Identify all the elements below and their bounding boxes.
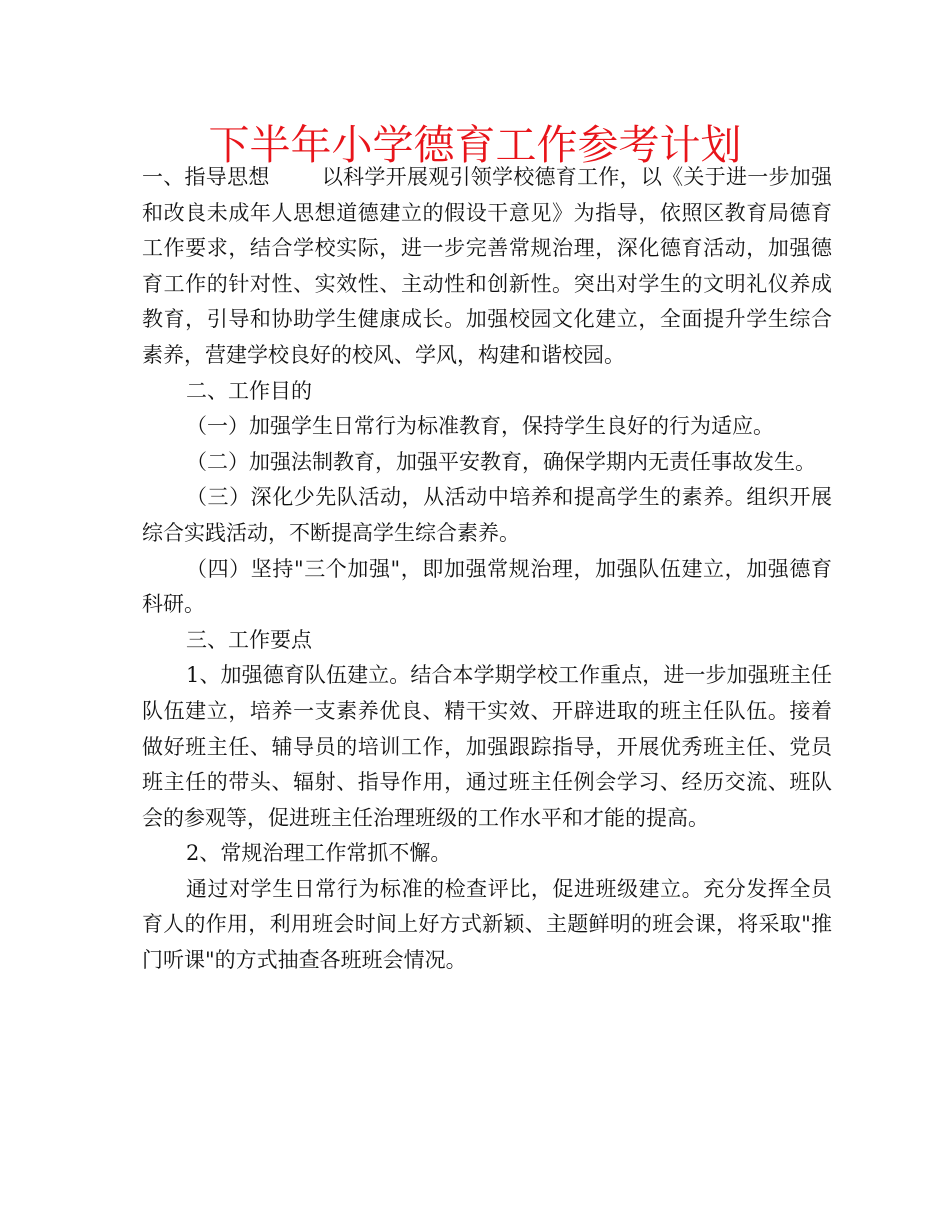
document-body [142, 160, 832, 979]
goal-item-4: （四）坚持"三个加强"，即加强常规治理，加强队伍建立，加强德育科研。 [142, 556, 832, 617]
section-heading-key-points: 三、工作要点 [186, 627, 312, 652]
goal-item-2: （二）加强法制教育，加强平安教育，确保学期内无责任事故发生。 [186, 449, 816, 474]
goal-item-3: （三）深化少先队活动，从活动中培养和提高学生的素养。组织开展综合实践活动，不断提高学生综合素养。 [142, 485, 832, 545]
document-title: 下半年小学德育工作参考计划 [208, 121, 742, 169]
key-point-2-heading: 2、常规治理工作常抓不懈。 [186, 841, 452, 866]
key-point-1: 1、加强德育队伍建立。结合本学期学校工作重点，进一步加强班主任队伍建立，培养一支素养优良、精干实效、开辟进取的班主任队伍。接着做好班主任、辅导员的培训工作，加强跟踪指导，开展优秀班主任、党员班主任的带头、辐射、指导作用，通过班主任例会学习、经历交流、班队会的参观等，促进班主任治理班级的工作水平和才能的提高。 [142, 663, 832, 830]
section-guiding-ideology [142, 160, 832, 374]
section-text: 以科学开展观引领学校德育工作，以《关于进一步加强和改良未成年人思想道德建立的假设干意见》为指导，依照区教育局德育工作要求，结合学校实际，进一步完善常规治理，深化德育活动，加强德育工作的针对性、实效性、主动性和创新性。突出对学生的文明礼仪养成教育，引导和协助学生健康成长。加强校园文化建立，全面提升学生综合素养，营建学校良好的校风、学风，构建和谐校园。 [142, 165, 833, 367]
section-heading-goals: 二、工作目的 [186, 378, 312, 403]
section-heading: 一、指导思想 [142, 165, 270, 189]
key-point-2-text: 通过对学生日常行为标准的检查评比，促进班级建立。充分发挥全员育人的作用，利用班会时间上好方式新颖、主题鲜明的班会课，将采取"推门听课"的方式抽查各班班会情况。 [142, 876, 832, 973]
goal-item-1: （一）加强学生日常行为标准教育，保持学生良好的行为适应。 [186, 414, 774, 439]
